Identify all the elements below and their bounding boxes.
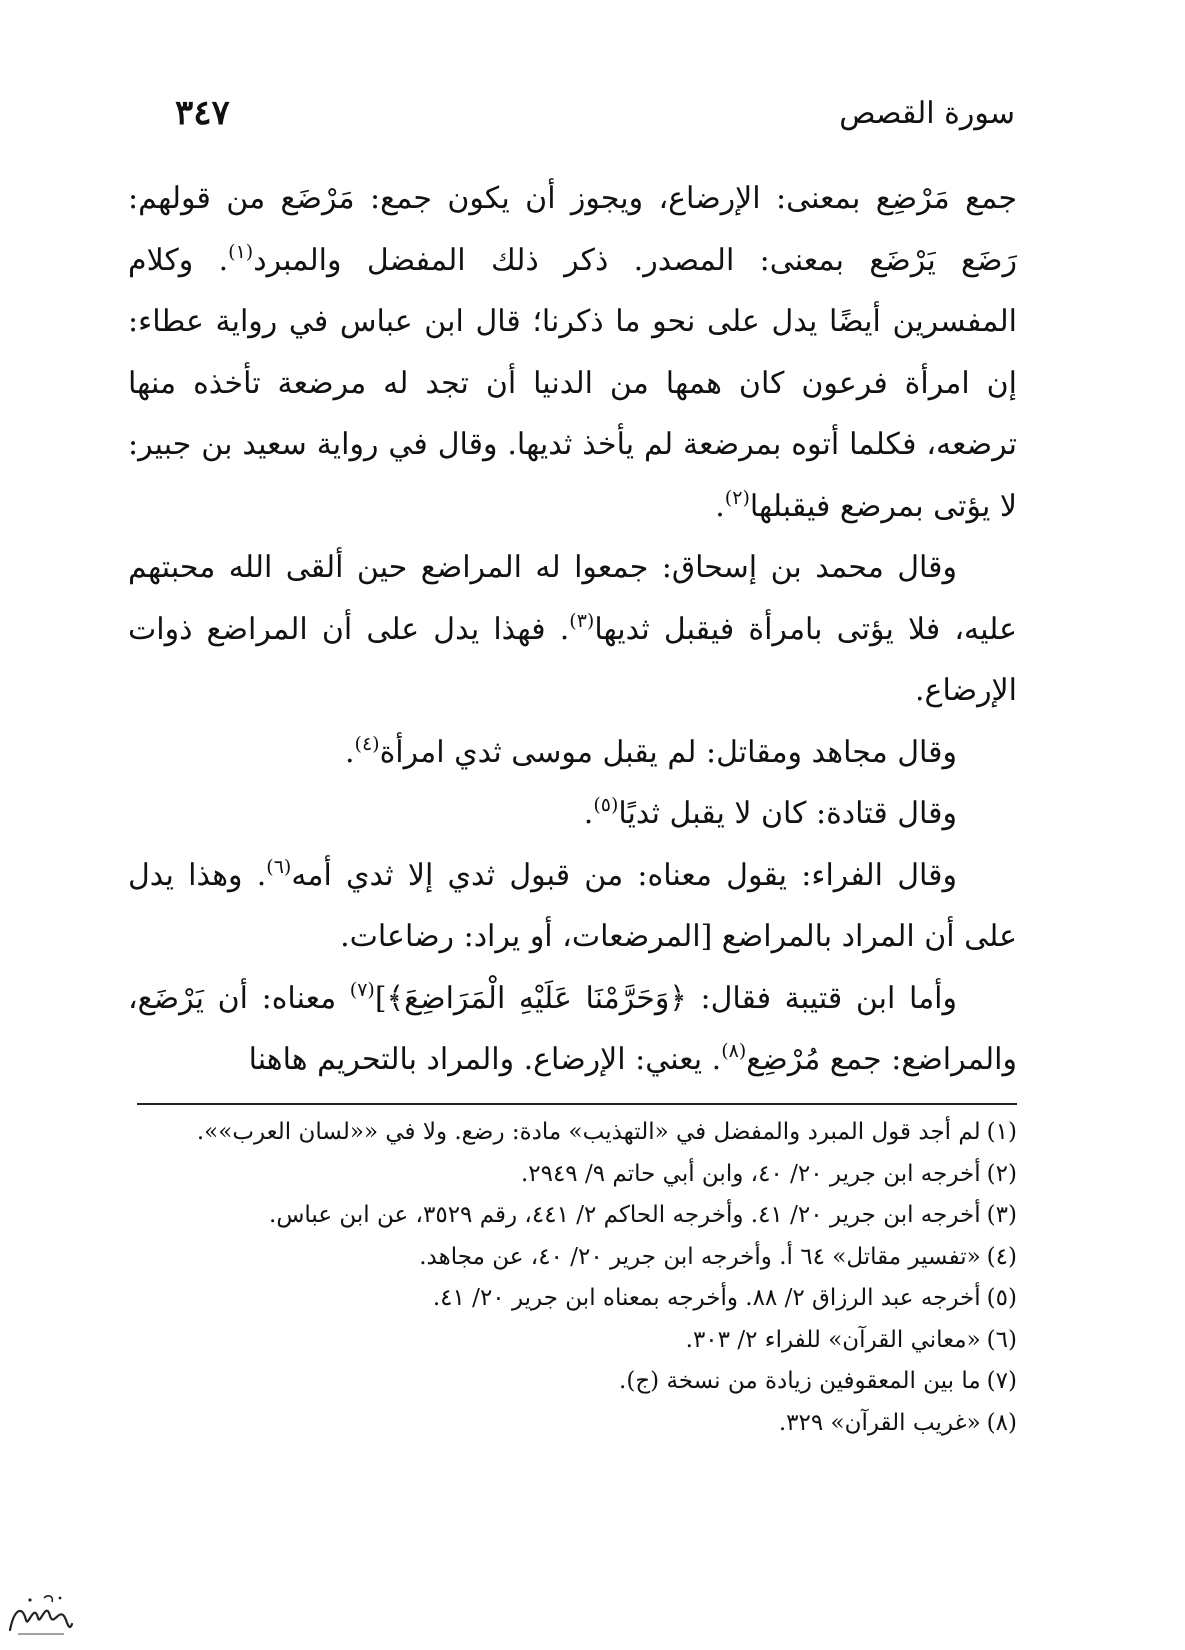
paragraph-5: [128, 845, 1017, 968]
footnote-ref[interactable]: (٤): [354, 732, 380, 755]
footnote-text: أخرجه عبد الرزاق ٢/ ٨٨. وأخرجه بمعناه ابن جرير ٢٠/ ٤١.: [432, 1285, 981, 1311]
footnote-item: [120, 1361, 1017, 1403]
footnote-number: (٤): [986, 1243, 1017, 1270]
paragraph-text: معناه: أن يَرْضَع، والمراضع: جمع مُرْضِع: [128, 980, 1017, 1077]
paragraph-text: وقال قتادة: كان لا يقبل ثديًا: [618, 796, 957, 831]
footnote-ref[interactable]: (٦): [266, 855, 292, 878]
paragraph-text: وقال مجاهد ومقاتل: لم يقبل موسى ثدي امرأة: [379, 734, 957, 770]
surah-name: سورة القصص: [839, 95, 1015, 131]
footnote-item: [120, 1237, 1017, 1279]
footnote-item: [120, 1195, 1017, 1237]
footnote-text: «تفسير مقاتل» ٦٤ أ. وأخرجه ابن جرير ٢٠/ ٤٠، عن مجاهد.: [419, 1243, 981, 1270]
footnote-text: ما بين المعقوفين زيادة من نسخة (ج).: [619, 1368, 981, 1394]
footnote-number: (٦): [986, 1326, 1017, 1353]
paragraph-text: جمع مَرْضِع بمعنى: الإرضاع، ويجوز أن يكون جمع: مَرْضَع من قولهم: رَضَع يَرْضَع بمعنى: المصدر. ذكر ذلك المفضل والمبرد: [128, 181, 1017, 278]
footnote-ref[interactable]: (٢): [724, 486, 750, 509]
calligraphy-logo-icon: [4, 1590, 76, 1642]
footnote-number: (٣): [986, 1202, 1017, 1228]
page-header: [175, 88, 1015, 138]
paragraph-3: [128, 722, 1017, 784]
footnote-number: (١): [986, 1119, 1017, 1145]
paragraph-text: وأما ابن قتيبة فقال: ﴿وَحَرَّمْنَا عَلَيْهِ الْمَرَاضِعَ﴾]: [374, 980, 957, 1016]
footnote-text: أخرجه ابن جرير ٢٠/ ٤٠، وابن أبي حاتم ٩/ ٢٩٤٩.: [520, 1160, 981, 1187]
paragraph-text: .: [583, 796, 594, 831]
page-number: ٣٤٧: [175, 93, 230, 133]
footnote-number: (٨): [986, 1409, 1017, 1436]
paragraph-text: . وهذا يدل على أن المراد بالمراضع [المرضعات، أو يراد: رضاعات.: [128, 857, 1017, 954]
footnote-ref[interactable]: (٧): [349, 978, 375, 1001]
paragraph-1: [128, 168, 1017, 537]
footnote-text: «غريب القرآن» ٣٢٩.: [778, 1409, 981, 1436]
paragraph-4: [128, 783, 1017, 845]
footnote-item: [120, 1154, 1017, 1196]
paragraph-text: .: [715, 488, 725, 524]
footnote-ref[interactable]: (٣): [569, 609, 595, 632]
footnote-item: [120, 1278, 1017, 1320]
footnote-ref[interactable]: (٥): [593, 794, 619, 816]
footnotes: [120, 1112, 1017, 1444]
paragraph-text: وقال محمد بن إسحاق: جمعوا له المراضع حين ألقى الله محبتهم عليه، فلا يؤتى بامرأة فيقبل ثديها: [128, 550, 1018, 647]
body-text: [128, 168, 1017, 1091]
footnote-divider: [137, 1103, 1017, 1105]
footnote-text: «معاني القرآن» للفراء ٢/ ٣٠٣.: [685, 1326, 981, 1353]
paragraph-text: . فهذا يدل على أن المراضع ذوات الإرضاع.: [128, 611, 1017, 708]
paragraph-text: . يعني: الإرضاع. والمراد بالتحريم هاهنا: [248, 1042, 722, 1077]
footnote-text: أخرجه ابن جرير ٢٠/ ٤١. وأخرجه الحاكم ٢/ ٤٤١، رقم ٣٥٢٩، عن ابن عباس.: [269, 1202, 981, 1228]
paragraph-text: . وكلام المفسرين أيضًا يدل على نحو ما ذكرنا؛ قال ابن عباس في رواية عطاء: إن امرأة فرعون كان همها من الدنيا أن تجد له مرضعة تأخذه منها ترضعه، فكلما أتوه بمرضعة لم يأخذ ثديها. وقال في رواية سعيد بن جبير: لا يؤتى بمرضع فيقبلها: [128, 242, 1017, 524]
footnote-item: [120, 1320, 1017, 1362]
footnote-text: لم أجد قول المبرد والمفضل في «التهذيب» مادة: رضع. ولا في ««لسان العرب»».: [196, 1119, 981, 1145]
paragraph-text: .: [344, 734, 355, 770]
footnote-number: (٢): [986, 1160, 1017, 1187]
paragraph-text: وقال الفراء: يقول معناه: من قبول ثدي إلا ثدي أمه: [291, 857, 957, 893]
paragraph-2: [128, 537, 1017, 722]
footnote-number: (٧): [986, 1368, 1017, 1394]
footnote-ref[interactable]: (٨): [721, 1040, 747, 1062]
footnote-item: [120, 1112, 1017, 1154]
footnote-item: [120, 1403, 1017, 1445]
footnote-number: (٥): [986, 1285, 1017, 1311]
paragraph-6: [128, 968, 1017, 1091]
footnote-ref[interactable]: (١): [228, 240, 254, 263]
